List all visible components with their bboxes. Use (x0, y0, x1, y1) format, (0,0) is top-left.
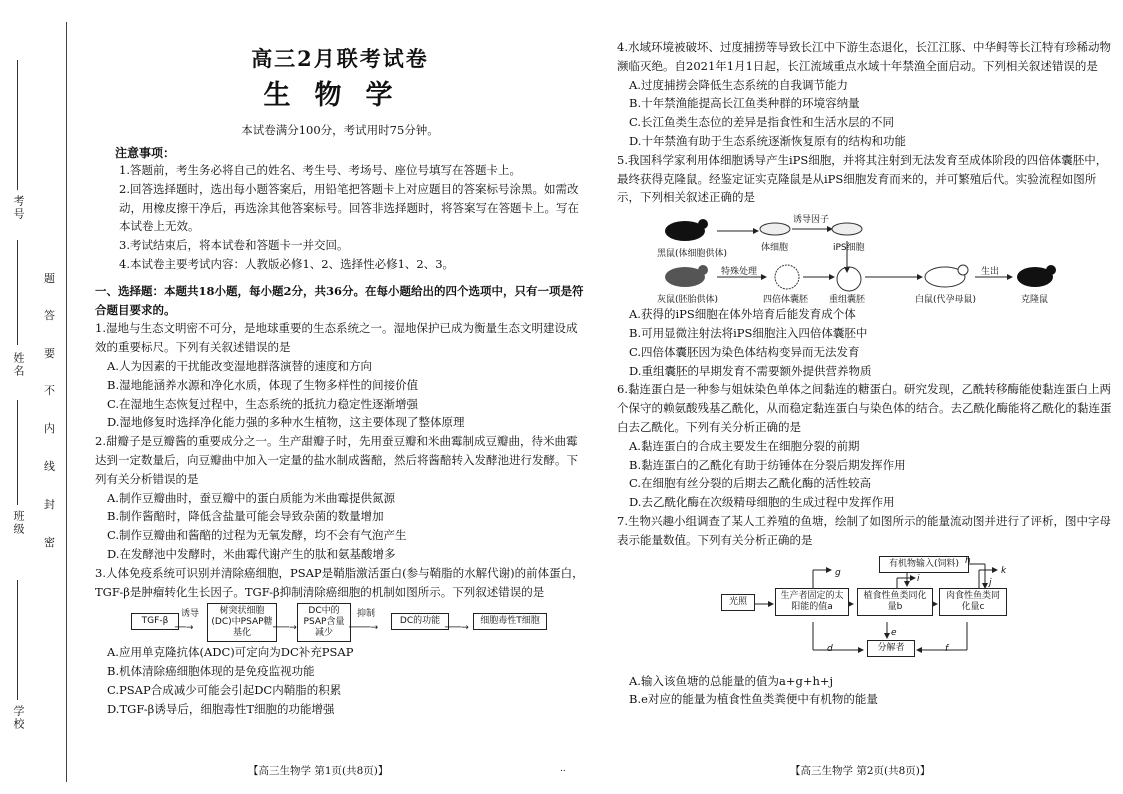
option-b: B.e对应的能量为植食性鱼类粪便中有机物的能量 (629, 692, 878, 707)
seal-char: 要 (44, 347, 55, 360)
kaohao-label: 考号 (12, 195, 25, 221)
seal-char: 线 (44, 460, 55, 473)
option-a: A.人为因素的干扰能改变湿地群落演替的速度和方向 (107, 358, 372, 373)
flow-box-dc-function: DC的功能 (391, 613, 449, 630)
notice-item: 3.考试结束后，将本试卷和答题卡一并交回。 (119, 238, 349, 253)
question-stem: 6.黏连蛋白是一种参与姐妹染色单体之间黏连的糖蛋白。研究发现，乙酰转移酶能使黏连蛋白上两个保守的赖氨酸残基乙酰化，从而稳定黏连蛋白与染色体的结合。去乙酰化酶能将乙酰化的黏连蛋白去乙酰化。下列有关分析正确的是 (617, 382, 1112, 434)
option-b: B.十年禁渔能提高长江鱼类种群的环境容纳量 (629, 96, 860, 111)
option-c: C.四倍体囊胚因为染色体结构变异而无法发育 (629, 344, 860, 359)
seal-char: 密 (44, 536, 55, 549)
binding-strip (0, 0, 80, 794)
option-d: D.十年禁渔有助于生态系统逐渐恢复原有的结构和功能 (629, 133, 906, 148)
q5-experiment-figure (657, 207, 1112, 305)
seal-char: 封 (44, 498, 55, 511)
notice-item: 1.答题前，考生务必将自己的姓名、考生号、考场号、座位号填写在答题卡上。 (119, 163, 521, 177)
seal-char: 不 (44, 384, 55, 397)
question-5 (617, 151, 1112, 381)
flow-box-t-cell: 细胞毒性T细胞 (473, 613, 547, 630)
notice-heading: 注意事项： (115, 146, 176, 160)
label-gray-mouse: 灰鼠(胚胎供体) (657, 295, 719, 306)
option-a: A.黏连蛋白的合成主要发生在细胞分裂的前期 (629, 438, 860, 453)
flow-box-tgf: TGF-β (131, 613, 179, 630)
flow-label-inhibit: 抑制 (357, 609, 376, 620)
label-g: g (835, 567, 841, 578)
tetraploid-blastocyst-icon (775, 265, 799, 289)
label-induce-factor: 诱导因子 (793, 215, 830, 226)
option-d: D.TGF-β诱导后，细胞毒性T细胞的功能增强 (107, 701, 335, 716)
question-6 (617, 380, 1112, 512)
option-b: B.制作酱醅时，降低含盐量可能会导致杂菌的数量增加 (107, 509, 384, 524)
subject-title: 生物学 (263, 80, 417, 111)
box-herbivore: 植食性鱼类同化量b (857, 588, 933, 616)
box-organic-input: 有机物输入(饲料) (879, 556, 969, 573)
option-d: D.湿地修复时选择净化能力强的多种水生植物，这主要体现了整体原理 (107, 415, 465, 430)
xuexiao-label: 学校 (12, 705, 25, 731)
box-carnivore: 肉食性鱼类同化量c (939, 588, 1007, 616)
page-1-column (95, 38, 585, 719)
label-somatic: 体细胞 (761, 243, 789, 254)
ips-cell-dish-icon (832, 223, 862, 235)
recombinant-blastocyst-icon (837, 267, 861, 291)
flow-label-induce: 诱导 (181, 609, 200, 620)
question-2 (95, 432, 585, 564)
label-tetraploid: 四倍体囊胚 (763, 295, 809, 306)
label-white-mouse: 白鼠(代孕母鼠) (915, 295, 977, 306)
label-ips: iPS细胞 (833, 243, 865, 254)
question-stem: 4.水域环境被破坏、过度捕捞等导致长江中下游生态退化，长江江豚、中华鲟等长江特有珍稀动物濒临灭绝。自2021年1月1日起，长江流域重点水域十年禁渔全面启动。下列相关叙述错误的是 (617, 40, 1111, 73)
label-k: k (1001, 565, 1007, 576)
option-a: A.过度捕捞会降低生态系统的自我调节能力 (629, 77, 848, 92)
footer-page-1: 【高三生物学 第1页(共8页)】 (248, 765, 389, 777)
banji-label: 班级 (12, 510, 25, 536)
label-clone: 克隆鼠 (1021, 295, 1049, 306)
arrow-icon: ───→ (445, 623, 469, 634)
box-decomposer: 分解者 (867, 640, 915, 657)
label-h: h (965, 555, 971, 566)
option-a: A.制作豆瓣曲时，蚕豆瓣中的蛋白质能为米曲霉提供氮源 (107, 490, 395, 505)
label-recombinant: 重组囊胚 (829, 295, 866, 306)
option-c: C.在细胞有丝分裂的后期去乙酰化酶的活性较高 (629, 476, 872, 491)
q3-flow-diagram (95, 601, 585, 643)
q7-energy-flow-figure (617, 550, 1112, 672)
option-a: A.输入该鱼塘的总能量的值为a+g+h+j (629, 673, 834, 688)
xuexiao-field[interactable] (17, 580, 18, 700)
question-stem: 3.人体免疫系统可识别并清除癌细胞，PSAP是鞘脂激活蛋白(参与鞘脂的水解代谢)的前体蛋白，TGF-β是肿瘤转化生长因子。TGF-β抑制清除癌细胞的机制如图所示。下列叙述错误的是 (95, 565, 584, 599)
somatic-cell-dish-icon (760, 223, 790, 235)
seal-char: 内 (44, 422, 55, 435)
question-3 (95, 564, 585, 719)
option-b: B.湿地能涵养水源和净化水质，体现了生物多样性的间接价值 (107, 377, 419, 392)
label-i: i (917, 573, 920, 584)
option-d: D.在发酵池中发酵时，米曲霉代谢产生的肽和氨基酸增多 (107, 546, 396, 561)
option-c: C.制作豆瓣曲和酱醅的过程为无氧发酵，均不会有气泡产生 (107, 528, 407, 543)
label-e: e (891, 627, 897, 638)
footer-mid-dots: .. (560, 764, 566, 774)
option-b: B.机体清除癌细胞体现的是免疫监视功能 (107, 664, 315, 679)
xingming-field[interactable] (17, 240, 18, 345)
notice-item: 2.回答选择题时，选出每小题答案后，用铅笔把答题卡上对应题目的答案标号涂黑。如需改动，用橡皮擦干净后，再选涂其他答案标号。回答非选择题时，将答案写在答题卡上。写在本试卷上无效。 (119, 181, 579, 234)
question-stem: 1.湿地与生态文明密不可分，是地球重要的生态系统之一。湿地保护已成为衡量生态文明建设成效的重要标尺。下列有关叙述错误的是 (95, 321, 578, 355)
question-stem: 2.甜瓣子是豆瓣酱的重要成分之一。生产甜瓣子时，先用蚕豆瓣和米曲霉制成豆瓣曲，待米曲霉达到一定数量后，向豆瓣曲中加入一定量的盐水制成酱醅，然后将酱醅转入发酵池进行发酵。下列有关分析错误的是 (95, 434, 578, 486)
seal-char: 答 (44, 309, 55, 322)
label-f: f (945, 643, 949, 654)
question-stem: 7.生物兴趣小组调查了某人工养殖的鱼塘，绘制了如图所示的能量流动图并进行了评析，图中字母表示能量数值。下列有关分析正确的是 (617, 513, 1111, 547)
option-d: D.去乙酰化酶在次级精母细胞的生成过程中发挥作用 (629, 495, 895, 510)
question-4 (617, 38, 1112, 151)
label-j: j (989, 577, 992, 588)
exam-title: 高三2月联考试卷 (251, 46, 429, 71)
box-sunlight: 光照 (721, 594, 755, 611)
page-2-column (617, 38, 1112, 709)
arrow-icon: ────→ (349, 623, 379, 634)
option-c: C.在湿地生态恢复过程中，生态系统的抵抗力稳定性逐渐增强 (107, 396, 419, 411)
option-c: C.PSAP合成减少可能会引起DC内鞘脂的积累 (107, 682, 342, 697)
option-a: A.应用单克隆抗体(ADC)可定向为DC补充PSAP (107, 645, 354, 660)
banji-field[interactable] (17, 400, 18, 505)
question-1 (95, 319, 585, 432)
option-c: C.长江鱼类生态位的差异是指食性和生活水层的不同 (629, 115, 895, 130)
flow-box-psap-content: DC中的PSAP含量减少 (297, 603, 351, 642)
label-born: 生出 (981, 267, 1000, 278)
option-a: A.获得的iPS细胞在体外培育后能发育成个体 (629, 307, 856, 322)
box-producer: 生产者固定的太阳能的值a (775, 588, 849, 616)
kaohao-field[interactable] (17, 60, 18, 190)
label-d: d (827, 643, 833, 654)
question-stem: 5.我国科学家利用体细胞诱导产生iPS细胞，并将其注射到无法发育至成体阶段的四倍体囊胚中，最终获得克隆鼠。经鉴定证实克隆鼠是从iPS细胞发育而来的，并可繁殖后代。实验流程如图所示，下列相关叙述正确的是 (617, 152, 1108, 205)
label-black-mouse: 黑鼠(体细胞供体) (657, 249, 728, 260)
notice-item: 4.本试卷主要考试内容：人教版必修1、2、选择性必修1、2、3。 (119, 256, 455, 271)
exam-info: 本试卷满分100分，考试用时75分钟。 (241, 123, 439, 137)
section-heading: 一、选择题：本题共18小题，每小题2分，共36分。在每小题给出的四个选项中，只有一项是符合题目要求的。 (95, 283, 584, 317)
arrow-icon: ──→ (175, 623, 194, 634)
seal-char: 题 (44, 272, 55, 285)
option-b: B.可用显微注射法将iPS细胞注入四倍体囊胚中 (629, 325, 868, 340)
question-7 (617, 512, 1112, 709)
option-d: D.重组囊胚的早期发育不需要额外提供营养物质 (629, 363, 872, 378)
footer-page-2: 【高三生物学 第2页(共8页)】 (790, 765, 931, 777)
arrow-icon: ───→ (273, 623, 297, 634)
flow-box-dc-psap: 树突状细胞(DC)中PSAP糖基化 (207, 603, 277, 642)
label-special: 特殊处理 (721, 267, 758, 278)
binding-line (66, 22, 67, 782)
option-b: B.黏连蛋白的乙酰化有助于纺锤体在分裂后期发挥作用 (629, 457, 906, 472)
xingming-label: 姓名 (12, 352, 25, 378)
